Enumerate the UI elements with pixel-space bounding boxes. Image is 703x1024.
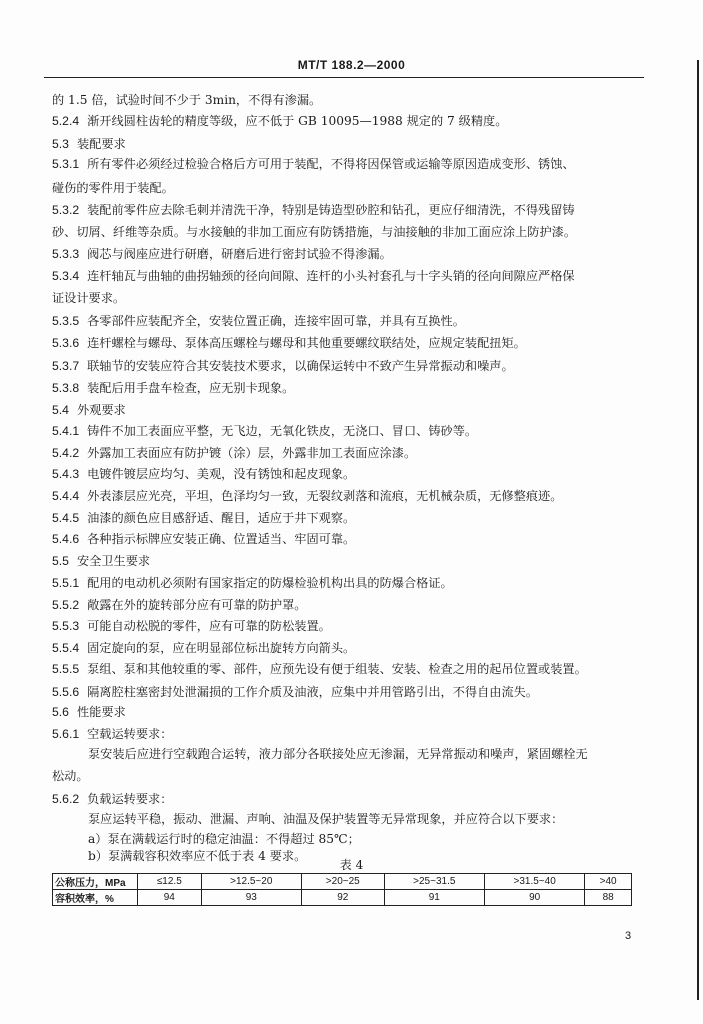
clause-text: b）泵满载容积效率应不低于表 4 要求。	[88, 849, 307, 863]
clause-number: 5.3.6	[52, 336, 80, 350]
clause-line	[52, 402, 126, 418]
clause-line	[52, 575, 453, 591]
clause-number: 5.4.1	[52, 424, 80, 438]
clause-text: 固定旋向的泵，应在明显部位标出旋转方向箭头。	[87, 641, 356, 655]
efficiency-row	[53, 890, 632, 906]
clause-line	[52, 202, 575, 218]
text-line	[88, 811, 563, 827]
clause-line	[52, 246, 392, 262]
clause-text: 碰伤的零件用于装配。	[52, 181, 174, 195]
clause-text: 外表漆层应光亮，平坦，色泽均匀一致，无裂纹剥落和流痕，无机械杂质，无修整痕迹。	[87, 489, 563, 503]
text-line	[88, 831, 360, 847]
clause-number: 5.4	[52, 403, 69, 417]
clause-text: 渐开线圆柱齿轮的精度等级，应不低于 GB 10095—1988 规定的 7 级精度。	[87, 114, 508, 128]
clause-text: 外露加工表面应有防护镀（涂）层，外露非加工表面应涂漆。	[87, 446, 417, 460]
clause-text: 泵组、泵和其他较重的零、部件，应预先设有便于组装、安装、检查之用的起吊位置或装置。	[87, 662, 587, 676]
clause-text: 装配后用手盘车检查，应无别卡现象。	[87, 381, 295, 395]
page-header: MT/T 188.2—2000	[297, 58, 406, 72]
clause-text: 泵安装后应进行空载跑合运转，液力部分各联接处应无渗漏，无异常振动和噪声，紧固螺栓无	[88, 747, 588, 761]
clause-number: 5.4.3	[52, 467, 80, 481]
clause-number: 5.3	[52, 137, 69, 151]
clause-number: 5.4.6	[52, 532, 80, 546]
clause-number: 5.6	[52, 705, 69, 719]
clause-text: 各种指示标牌应安装正确、位置适当、牢固可靠。	[87, 532, 356, 546]
clause-number: 5.5.2	[52, 598, 80, 612]
clause-line	[52, 684, 538, 700]
efficiency-cell: 91	[384, 890, 484, 906]
clause-number: 5.6.2	[52, 792, 80, 806]
text-line	[52, 768, 89, 784]
clause-number: 5.3.4	[52, 269, 80, 283]
efficiency-label: 容积效率，%	[53, 890, 138, 906]
clause-text: 电镀件镀层应均匀、美观，没有锈蚀和起皮现象。	[87, 467, 356, 481]
clause-text: 负载运转要求：	[87, 792, 173, 806]
clause-text: 松动。	[52, 769, 89, 783]
clause-number: 5.5.1	[52, 576, 80, 590]
clause-text: a）泵在满载运行时的稳定油温：不得超过 85℃；	[88, 832, 360, 846]
efficiency-cell: 90	[484, 890, 584, 906]
clause-text: 砂、切屑、纤维等杂质。与水接触的非加工面应有防锈措施，与油接触的非加工面应涂上防护漆。	[52, 225, 577, 239]
clause-line	[52, 661, 587, 677]
clause-text: 敞露在外的旋转部分应有可靠的防护罩。	[87, 598, 307, 612]
pressure-label: 公称压力，MPa	[53, 874, 138, 890]
clause-number: 5.5.4	[52, 641, 80, 655]
efficiency-cell: 88	[585, 890, 632, 906]
clause-text: 铸件不加工表面应平整，无飞边，无氧化铁皮，无浇口、冒口、铸砂等。	[87, 424, 478, 438]
header-rule	[44, 77, 644, 78]
clause-number: 5.5.5	[52, 662, 80, 676]
clause-line	[52, 423, 477, 439]
efficiency-cell: 93	[201, 890, 301, 906]
clause-line	[52, 136, 126, 152]
efficiency-cell: 92	[301, 890, 384, 906]
clause-line	[52, 335, 526, 351]
clause-line	[52, 156, 575, 172]
clause-line	[52, 488, 562, 504]
clause-text: 所有零件必须经过检验合格后方可用于装配，不得将因保管或运输等原因造成变形、锈蚀、	[87, 157, 575, 171]
clause-line	[52, 268, 575, 284]
text-line	[52, 290, 125, 306]
clause-text: 连杆轴瓦与曲轴的曲拐轴颈的径向间隙、连杆的小头衬套孔与十字头销的径向间隙应严格保	[87, 269, 575, 283]
clause-line	[52, 113, 507, 129]
clause-line	[52, 791, 172, 807]
clause-line	[52, 358, 514, 374]
clause-line	[52, 445, 416, 461]
pressure-cell: ≤12.5	[138, 874, 202, 890]
pressure-cell: >31.5~40	[484, 874, 584, 890]
clause-line	[52, 704, 126, 720]
clause-text: 各零部件应装配齐全，安装位置正确，连接牢固可靠，并具有互换性。	[87, 314, 465, 328]
clause-text: 配用的电动机必须附有国家指定的防爆检验机构出具的防爆合格证。	[87, 576, 453, 590]
clause-line	[52, 597, 306, 613]
clause-line	[52, 726, 172, 742]
clause-text: 装配要求	[76, 137, 126, 151]
clause-line	[52, 313, 465, 329]
clause-line	[52, 618, 331, 634]
text-line	[52, 92, 321, 108]
efficiency-cell: 94	[138, 890, 202, 906]
clause-text: 泵应运转平稳，振动、泄漏、声响、油温及保护装置等无异常现象，并应符合以下要求：	[88, 812, 564, 826]
text-line	[88, 746, 588, 762]
clause-line	[52, 510, 355, 526]
text-line	[52, 224, 576, 240]
clause-text: 联轴节的安装应符合其安装技术要求，以确保运转中不致产生异常振动和噪声。	[87, 359, 514, 373]
clause-number: 5.4.4	[52, 489, 80, 503]
clause-number: 5.2.4	[52, 114, 80, 128]
clause-number: 5.4.5	[52, 511, 80, 525]
clause-line	[52, 466, 355, 482]
clause-text: 空载运转要求：	[87, 727, 173, 741]
clause-text: 油漆的颜色应目感舒适、醒目，适应于井下观察。	[87, 511, 356, 525]
table-caption: 表 4	[339, 858, 364, 872]
clause-text: 外观要求	[76, 403, 126, 417]
clause-text: 阀芯与阀座应进行研磨，研磨后进行密封试验不得渗漏。	[87, 247, 392, 261]
clause-line	[52, 553, 150, 569]
clause-text: 可能自动松脱的零件，应有可靠的防松装置。	[87, 619, 331, 633]
clause-number: 5.3.2	[52, 203, 80, 217]
efficiency-table	[52, 873, 632, 906]
clause-text: 隔离腔柱塞密封处泄漏损的工作介质及油液，应集中并用管路引出，不得自由流失。	[87, 685, 539, 699]
clause-text: 性能要求	[76, 705, 126, 719]
pressure-cell: >25~31.5	[384, 874, 484, 890]
clause-number: 5.3.8	[52, 381, 80, 395]
clause-number: 5.3.1	[52, 157, 80, 171]
clause-line	[52, 640, 355, 656]
pressure-cell: >40	[585, 874, 632, 890]
clause-text: 证设计要求。	[52, 291, 126, 305]
clause-number: 5.3.3	[52, 247, 80, 261]
clause-text: 安全卫生要求	[76, 554, 151, 568]
clause-number: 5.5	[52, 554, 69, 568]
pressure-cell: >20~25	[301, 874, 384, 890]
page-number: 3	[625, 930, 632, 942]
text-line	[52, 180, 174, 196]
clause-text: 装配前零件应去除毛刺并清洗干净，特别是铸造型砂腔和钻孔，更应仔细清洗，不得残留铸	[87, 203, 575, 217]
clause-text: 的 1.5 倍，试验时间不少于 3min，不得有渗漏。	[52, 93, 322, 107]
clause-number: 5.5.6	[52, 685, 80, 699]
clause-number: 5.5.3	[52, 619, 80, 633]
clause-number: 5.3.5	[52, 314, 80, 328]
clause-line	[52, 531, 355, 547]
pressure-row	[53, 874, 632, 890]
clause-number: 5.3.7	[52, 359, 80, 373]
clause-text: 连杆螺栓与螺母、泵体高压螺栓与螺母和其他重要螺纹联结处，应规定装配扭矩。	[87, 336, 526, 350]
clause-number: 5.4.2	[52, 446, 80, 460]
clause-line	[52, 380, 294, 396]
pressure-cell: >12.5~20	[201, 874, 301, 890]
clause-number: 5.6.1	[52, 727, 80, 741]
